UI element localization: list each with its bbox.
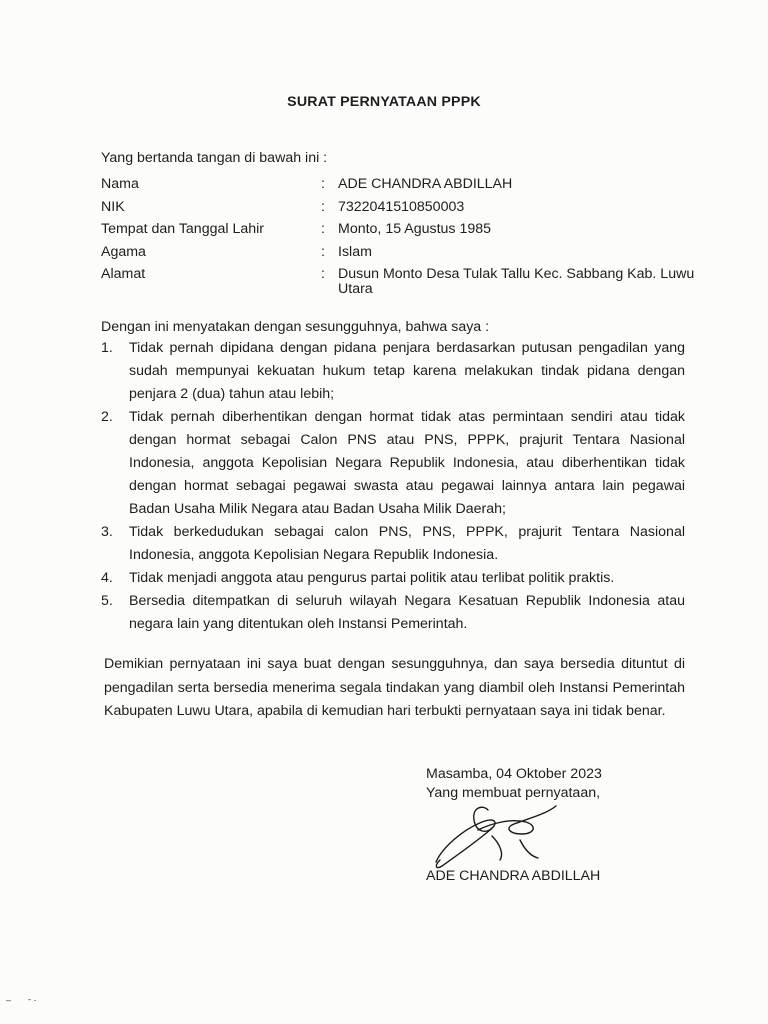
- identity-row-birth: [101, 218, 701, 241]
- scan-speck-icon: [4, 997, 44, 1005]
- identity-separator: :: [321, 266, 325, 282]
- identity-row-nik: [101, 196, 701, 219]
- list-item: [101, 521, 685, 567]
- list-number: 4.: [101, 570, 113, 586]
- list-text: Bersedia ditempatkan di seluruh wilayah Negara Kesatuan Republik Indonesia atau negara lain yang ditentukan oleh Instansi Pemerintah.: [129, 593, 685, 632]
- lead-text: Dengan ini menyatakan dengan sesungguhnya, bahwa saya :: [101, 319, 490, 335]
- identity-value: Monto, 15 Agustus 1985: [338, 221, 492, 237]
- list-text: Tidak menjadi anggota atau pengurus partai politik atau terlibat politik praktis.: [129, 570, 615, 586]
- list-text: Tidak pernah dipidana dengan pidana penjara berdasarkan putusan pengadilan yang sudah mempunyai kekuatan hukum tetap karena melakukan tindak pidana dengan penjara 2 (dua) tahun atau lebih;: [129, 340, 685, 402]
- list-number: 2.: [101, 409, 113, 425]
- identity-separator: :: [321, 221, 325, 237]
- closing-paragraph: Demikian pernyataan ini saya buat dengan sesungguhnya, dan saya bersedia dituntut di pengadilan serta bersedia menerima segala tindakan yang diambil oleh Instansi Pemerintah Kabupaten Luwu Utara, apabila di kemudian hari terbukti pernyataan saya ini tidak benar.: [104, 656, 685, 720]
- maker-label: Yang membuat pernyataan,: [426, 785, 601, 801]
- identity-row-name: [101, 173, 701, 196]
- list-text: Tidak pernah diberhentikan dengan hormat tidak atas permintaan sendiri atau tidak dengan hormat sebagai Calon PNS atau PNS, PPPK, prajurit Tentara Nasional Indonesia, anggota Kepolisian Negara Republik Indonesia, atau diberhentikan tidak dengan hormat sebagai pegawai swasta atau pegawai lainnya antara lain pegawai Badan Usaha Milik Negara atau Badan Usaha Milik Daerah;: [129, 409, 685, 517]
- list-number: 5.: [101, 593, 113, 609]
- document-title: SURAT PERNYATAAN PPPK: [287, 94, 481, 110]
- list-text: Tidak berkedudukan sebagai calon PNS, PNS, PPPK, prajurit Tentara Nasional Indonesia, anggota Kepolisian Negara Republik Indonesia.: [129, 524, 685, 563]
- list-item: [101, 590, 685, 636]
- identity-value: Islam: [338, 243, 372, 260]
- identity-value: 7322041510850003: [338, 198, 465, 215]
- list-number: 3.: [101, 524, 113, 540]
- list-item: [101, 337, 685, 406]
- list-number: 1.: [101, 340, 113, 356]
- identity-label: Alamat: [101, 266, 146, 282]
- identity-value: Dusun Monto Desa Tulak Tallu Kec. Sabbang Kab. Luwu Utara: [338, 266, 695, 297]
- place-date: Masamba, 04 Oktober 2023: [426, 766, 602, 782]
- handwritten-signature-icon: [430, 800, 565, 875]
- list-item: [101, 406, 685, 521]
- identity-value: ADE CHANDRA ABDILLAH: [338, 176, 513, 192]
- identity-separator: :: [321, 243, 325, 260]
- identity-label: NIK: [101, 198, 125, 215]
- identity-label: Tempat dan Tanggal Lahir: [101, 221, 265, 237]
- identity-separator: :: [321, 176, 325, 192]
- identity-separator: :: [321, 198, 325, 215]
- intro-text: Yang bertanda tangan di bawah ini :: [101, 150, 328, 166]
- statement-list: [101, 337, 685, 636]
- signer-name: ADE CHANDRA ABDILLAH: [426, 868, 601, 884]
- identity-label: Nama: [101, 176, 139, 192]
- list-item: [101, 567, 685, 590]
- identity-table: [101, 173, 701, 297]
- identity-row-religion: [101, 241, 701, 264]
- identity-row-address: [101, 263, 701, 297]
- identity-label: Agama: [101, 243, 146, 260]
- signature-header: [426, 765, 602, 803]
